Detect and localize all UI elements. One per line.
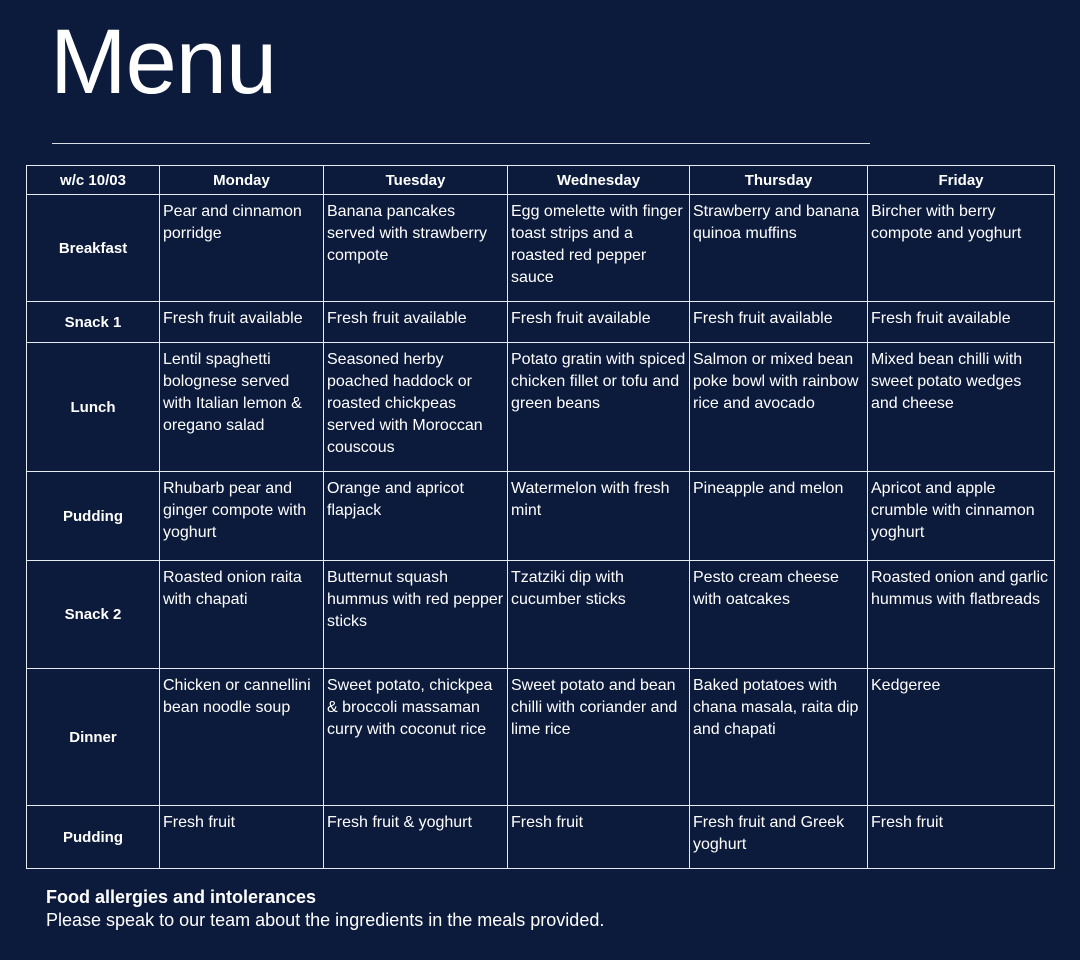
meal-cell: Roasted onion raita with chapati	[160, 561, 324, 669]
meal-cell: Chicken or cannellini bean noodle soup	[160, 669, 324, 806]
meal-cell: Pineapple and melon	[690, 472, 868, 561]
meal-cell: Fresh fruit and Greek yoghurt	[690, 806, 868, 869]
meal-row-snack-1	[27, 302, 1055, 343]
meal-cell: Lentil spaghetti bolognese served with Italian lemon & oregano salad	[160, 343, 324, 472]
allergy-notice	[46, 886, 604, 932]
meal-label: Breakfast	[27, 195, 160, 302]
meal-label: Pudding	[27, 806, 160, 869]
title-divider	[52, 143, 870, 144]
meal-cell: Kedgeree	[868, 669, 1055, 806]
meal-cell: Orange and apricot flapjack	[324, 472, 508, 561]
week-commencing-label: w/c 10/03	[27, 166, 160, 195]
meal-cell: Tzatziki dip with cucumber sticks	[508, 561, 690, 669]
meal-cell: Fresh fruit available	[508, 302, 690, 343]
meal-label: Pudding	[27, 472, 160, 561]
day-header-monday: Monday	[160, 166, 324, 195]
meal-cell: Seasoned herby poached haddock or roasted chickpeas served with Moroccan couscous	[324, 343, 508, 472]
meal-row-breakfast	[27, 195, 1055, 302]
meal-cell: Sweet potato, chickpea & broccoli massaman curry with coconut rice	[324, 669, 508, 806]
meal-label: Snack 2	[27, 561, 160, 669]
meal-row-snack-2	[27, 561, 1055, 669]
meal-cell: Mixed bean chilli with sweet potato wedges and cheese	[868, 343, 1055, 472]
meal-row-lunch	[27, 343, 1055, 472]
meal-cell: Banana pancakes served with strawberry compote	[324, 195, 508, 302]
meal-cell: Fresh fruit	[160, 806, 324, 869]
meal-row-dinner	[27, 669, 1055, 806]
header-row	[27, 166, 1055, 195]
page-title: Menu	[50, 11, 277, 113]
meal-cell: Watermelon with fresh mint	[508, 472, 690, 561]
meal-row-pudding	[27, 472, 1055, 561]
meal-cell: Pesto cream cheese with oatcakes	[690, 561, 868, 669]
meal-cell: Fresh fruit	[508, 806, 690, 869]
day-header-wednesday: Wednesday	[508, 166, 690, 195]
meal-cell: Fresh fruit available	[160, 302, 324, 343]
allergy-heading: Food allergies and intolerances	[46, 887, 317, 907]
allergy-text: Please speak to our team about the ingredients in the meals provided.	[46, 910, 605, 930]
meal-cell: Fresh fruit & yoghurt	[324, 806, 508, 869]
day-header-thursday: Thursday	[690, 166, 868, 195]
meal-cell: Egg omelette with finger toast strips and a roasted red pepper sauce	[508, 195, 690, 302]
meal-cell: Apricot and apple crumble with cinnamon yoghurt	[868, 472, 1055, 561]
meal-cell: Potato gratin with spiced chicken fillet or tofu and green beans	[508, 343, 690, 472]
day-header-tuesday: Tuesday	[324, 166, 508, 195]
meal-cell: Sweet potato and bean chilli with coriander and lime rice	[508, 669, 690, 806]
meal-cell: Fresh fruit	[868, 806, 1055, 869]
meal-cell: Rhubarb pear and ginger compote with yoghurt	[160, 472, 324, 561]
meal-cell: Butternut squash hummus with red pepper sticks	[324, 561, 508, 669]
meal-label: Lunch	[27, 343, 160, 472]
meal-cell: Fresh fruit available	[868, 302, 1055, 343]
meal-cell: Baked potatoes with chana masala, raita dip and chapati	[690, 669, 868, 806]
meal-cell: Roasted onion and garlic hummus with flatbreads	[868, 561, 1055, 669]
menu-table	[26, 165, 1055, 869]
meal-cell: Pear and cinnamon porridge	[160, 195, 324, 302]
meal-row-pudding-evening	[27, 806, 1055, 869]
meal-cell: Strawberry and banana quinoa muffins	[690, 195, 868, 302]
meal-label: Dinner	[27, 669, 160, 806]
day-header-friday: Friday	[868, 166, 1055, 195]
meal-cell: Fresh fruit available	[690, 302, 868, 343]
meal-cell: Bircher with berry compote and yoghurt	[868, 195, 1055, 302]
meal-cell: Fresh fruit available	[324, 302, 508, 343]
meal-cell: Salmon or mixed bean poke bowl with rainbow rice and avocado	[690, 343, 868, 472]
meal-label: Snack 1	[27, 302, 160, 343]
